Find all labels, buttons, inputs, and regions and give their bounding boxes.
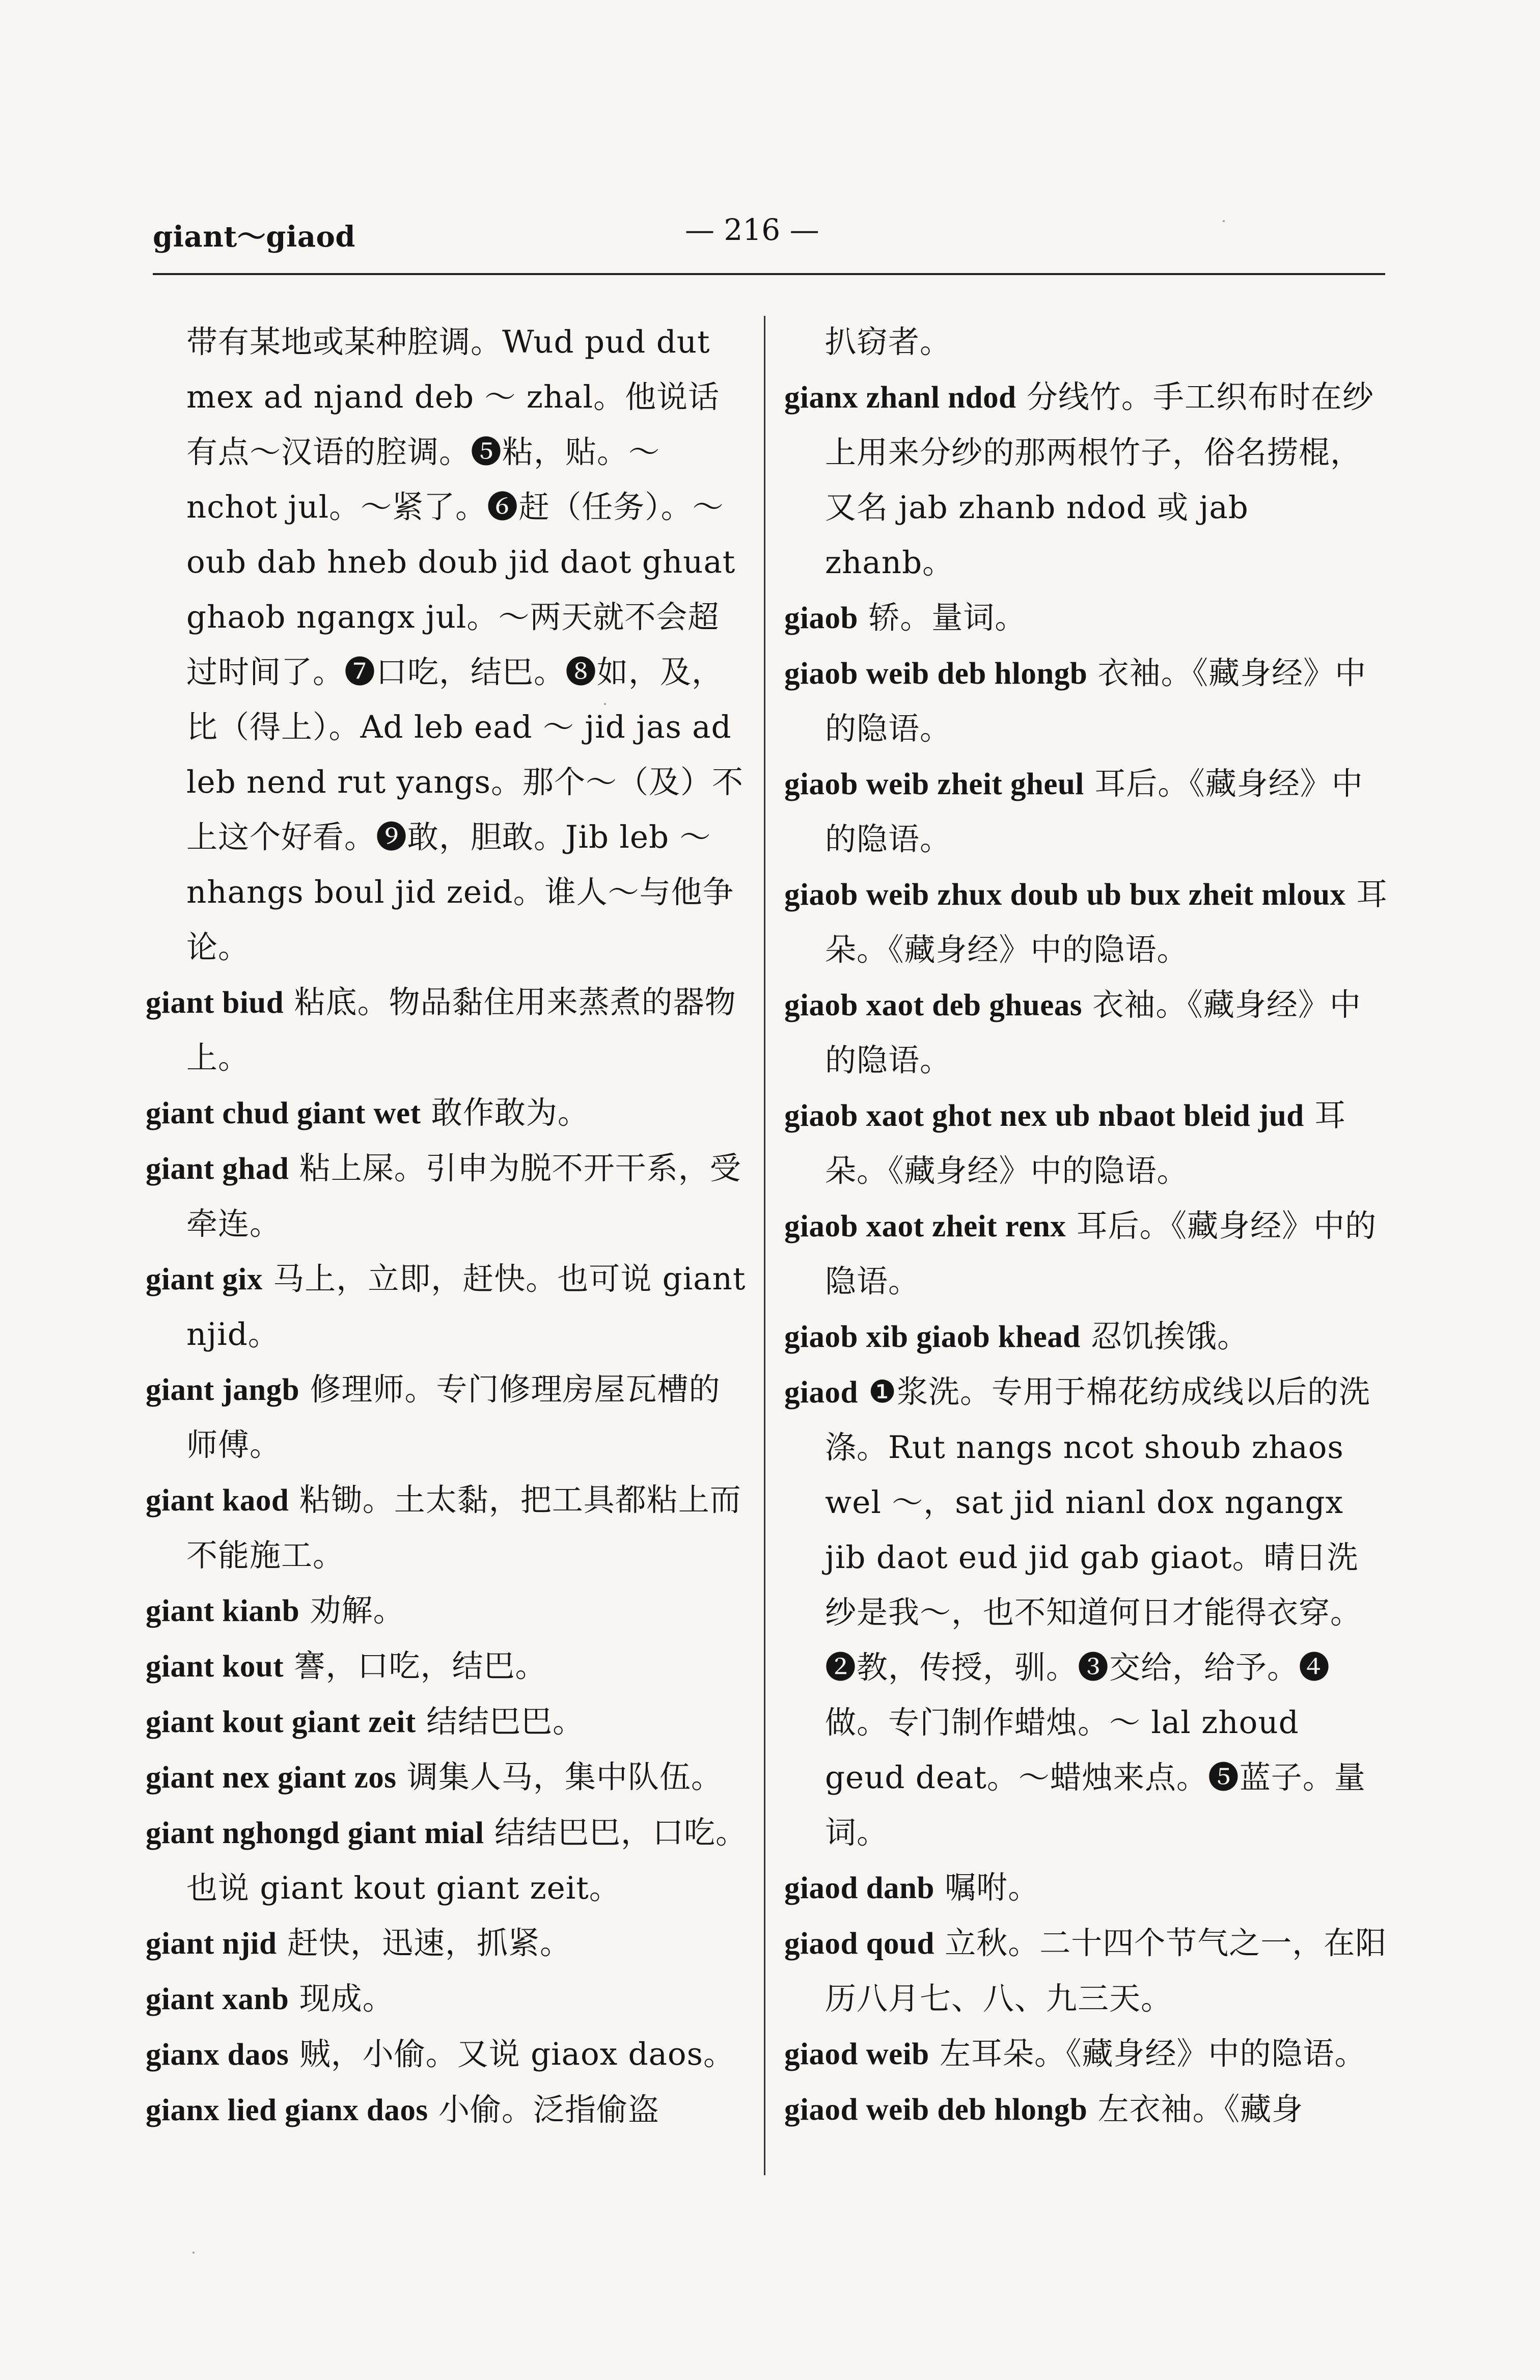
entry-head: giaob xaot zheit renx	[784, 1209, 1066, 1243]
entry-definition: 忍饥挨饿。	[1091, 1318, 1249, 1355]
dictionary-entry	[784, 590, 1388, 646]
entry-head: giaod danb	[784, 1871, 934, 1905]
entry-definition: 调集人马，集中队伍。	[406, 1759, 723, 1795]
entry-head: giant gix	[146, 1262, 263, 1296]
dictionary-entry	[146, 1086, 749, 1141]
dictionary-entry	[146, 975, 749, 1086]
entry-definition: 嘱咐。	[945, 1870, 1040, 1906]
entry-definition: 粘锄。土太黏，把工具都粘上而不能施工。	[186, 1482, 741, 1574]
entry-head: giant kout giant zeit	[146, 1705, 416, 1739]
dictionary-entry	[146, 1141, 749, 1252]
entry-head: giant ghad	[146, 1152, 289, 1186]
entry-head: giaod weib	[784, 2037, 929, 2071]
dictionary-entry	[784, 1916, 1388, 2026]
entry-definition: 马上，立即，赶快。也可说 giant njid。	[186, 1261, 746, 1353]
entry-head: giaob weib zhux doub ub bux zheit mloux	[784, 878, 1346, 912]
dictionary-entry	[784, 1860, 1388, 1916]
running-head: giant～giaod	[153, 220, 356, 254]
dictionary-entry	[784, 756, 1388, 867]
entry-definition: 带有某地或某种腔调。Wud pud dut mex ad njand deb ～ zhal。他说话有点～汉语的腔调。❺粘，贴。～ nchot jul。～紧了。❻赶（任务）。～oub dab hneb doub jid daot ghuat ghaob ngangx jul。～两天就不会超过时间了。❼口吃，结巴。❽如，及，比（得上）。Ad leb ead ～ jid jas ad leb nend rut yangs。那个～（及）不上这个好看。❾敢，胆敢。Jib leb ～ nhangs boul jid zeid。谁人～与他争论。	[186, 324, 744, 965]
column-divider	[764, 316, 765, 2175]
right-continuation	[784, 315, 1388, 370]
entry-definition: 耳后。《藏身经》中的隐语。	[825, 1208, 1377, 1300]
entry-head: giaob xaot ghot nex ub nbaot bleid jud	[784, 1099, 1304, 1133]
entry-definition: 衣袖。《藏身经》中的隐语。	[825, 655, 1367, 747]
dictionary-entry	[784, 1199, 1388, 1309]
dictionary-entry	[146, 1583, 749, 1639]
dictionary-entry	[784, 867, 1388, 978]
entry-definition: 小偷。泛指偷盗	[438, 2092, 659, 2128]
entry-head: gianx zhanl ndod	[784, 381, 1016, 415]
entry-definition: 结结巴巴。	[426, 1703, 585, 1740]
entry-head: giant xanb	[146, 1982, 289, 2016]
dictionary-entry	[146, 1639, 749, 1694]
entry-definition: 左耳朵。《藏身经》中的隐语。	[940, 2036, 1366, 2072]
dictionary-entry	[784, 1309, 1388, 1365]
entry-head: giaob xaot deb ghueas	[784, 988, 1083, 1022]
entry-head: gianx daos	[146, 2038, 289, 2072]
dictionary-entry	[146, 1916, 749, 1971]
header-rule	[153, 273, 1385, 275]
left-column	[146, 315, 749, 2138]
entry-definition: 粘上屎。引申为脱不开干系，受牵连。	[186, 1150, 741, 1242]
dictionary-entry	[784, 2082, 1388, 2138]
dictionary-entry	[146, 1252, 749, 1362]
dictionary-entry	[784, 370, 1388, 590]
page-header	[153, 206, 1385, 267]
entry-definition: 修理师。专门修理房屋瓦槽的师傅。	[186, 1371, 721, 1463]
entry-definition: 謇，口吃，结巴。	[294, 1648, 547, 1684]
entry-head: giant jangb	[146, 1373, 300, 1407]
entry-head: giant kout	[146, 1649, 284, 1684]
entry-head: giaob xib giaob khead	[784, 1320, 1081, 1354]
entry-definition: 耳后。《藏身经》中的隐语。	[825, 766, 1363, 857]
entry-definition: 衣袖。《藏身经》中的隐语。	[825, 987, 1361, 1078]
entry-head: giant biud	[146, 986, 284, 1020]
paper-speck	[1223, 220, 1225, 222]
page-number: — 216 —	[685, 212, 819, 247]
entry-definition: 结结巴巴，口吃。也说 giant kout giant zeit。	[186, 1815, 747, 1906]
dictionary-entry	[146, 1362, 749, 1473]
dictionary-entry	[146, 2027, 749, 2082]
entry-definition: 耳朵。《藏身经》中的隐语。	[825, 1097, 1346, 1189]
entry-definition: 贼，小偷。又说 giaox daos。	[299, 2036, 735, 2072]
entry-head: giant chud giant wet	[146, 1096, 421, 1130]
entry-definition: 耳朵。《藏身经》中的隐语。	[825, 876, 1388, 968]
entry-head: giaod	[784, 1375, 858, 1410]
entry-head: giant kianb	[146, 1594, 300, 1628]
dictionary-entry	[146, 1473, 749, 1583]
dictionary-entry	[784, 1088, 1388, 1199]
entry-definition: 轿。量词。	[868, 600, 1027, 636]
dictionary-entry	[146, 2082, 749, 2138]
entry-definition: 扒窃者。	[825, 324, 952, 360]
dictionary-entry	[146, 1971, 749, 2027]
dictionary-entry	[146, 1750, 749, 1805]
dictionary-entry	[784, 978, 1388, 1088]
entry-head: giant njid	[146, 1927, 277, 1961]
entry-definition: 敢作敢为。	[431, 1095, 589, 1131]
entry-head: giant kaod	[146, 1483, 289, 1518]
entry-head: giaob weib deb hlongb	[784, 657, 1088, 691]
entry-definition: 赶快，迅速，抓紧。	[287, 1925, 571, 1961]
entry-definition: 左衣袖。《藏身	[1097, 2091, 1304, 2127]
entry-definition: 粘底。物品黏住用来蒸煮的器物上。	[186, 984, 736, 1076]
entry-head: giaob	[784, 601, 858, 635]
dictionary-entry	[784, 2026, 1388, 2082]
entry-definition: 分线竹。手工织布时在纱上用来分纱的那两根竹子，俗名捞棍，又名 jab zhanb ndod 或 jab zhanb。	[825, 379, 1374, 581]
entry-head: giant nex giant zos	[146, 1761, 397, 1795]
paper-speck	[193, 2252, 195, 2254]
dictionary-entry	[784, 1365, 1388, 1860]
entry-head: giaob weib zheit gheul	[784, 767, 1084, 801]
dictionary-entry	[146, 1694, 749, 1750]
left-continuation	[146, 315, 749, 975]
right-column	[784, 315, 1388, 2138]
entry-definition: 立秋。二十四个节气之一，在阳历八月七、八、九三天。	[825, 1925, 1387, 2017]
entry-head: giaod qoud	[784, 1927, 934, 1961]
paper-speck	[604, 703, 606, 705]
entry-definition: ❶浆洗。专用于棉花纺成线以后的洗涤。Rut nangs ncot shoub zhaos wel ～，sat jid nianl dox ngangx jib daot eud jid gab giaot。晴日洗纱是我～，也不知道何日才能得衣穿。❷教，传授，驯。❸交给，给予。❹做。专门制作蜡烛。～ lal zhoud geud deat。～蜡烛来点。❺蓝子。量词。	[825, 1374, 1370, 1851]
entry-definition: 现成。	[299, 1981, 394, 2017]
dictionary-entry	[146, 1805, 749, 1916]
entry-head: giaod weib deb hlongb	[784, 2093, 1088, 2127]
dictionary-entry	[784, 646, 1388, 756]
entry-head: gianx lied gianx daos	[146, 2093, 428, 2127]
entry-head: giant nghongd giant mial	[146, 1816, 484, 1850]
entry-definition: 劝解。	[310, 1592, 405, 1629]
